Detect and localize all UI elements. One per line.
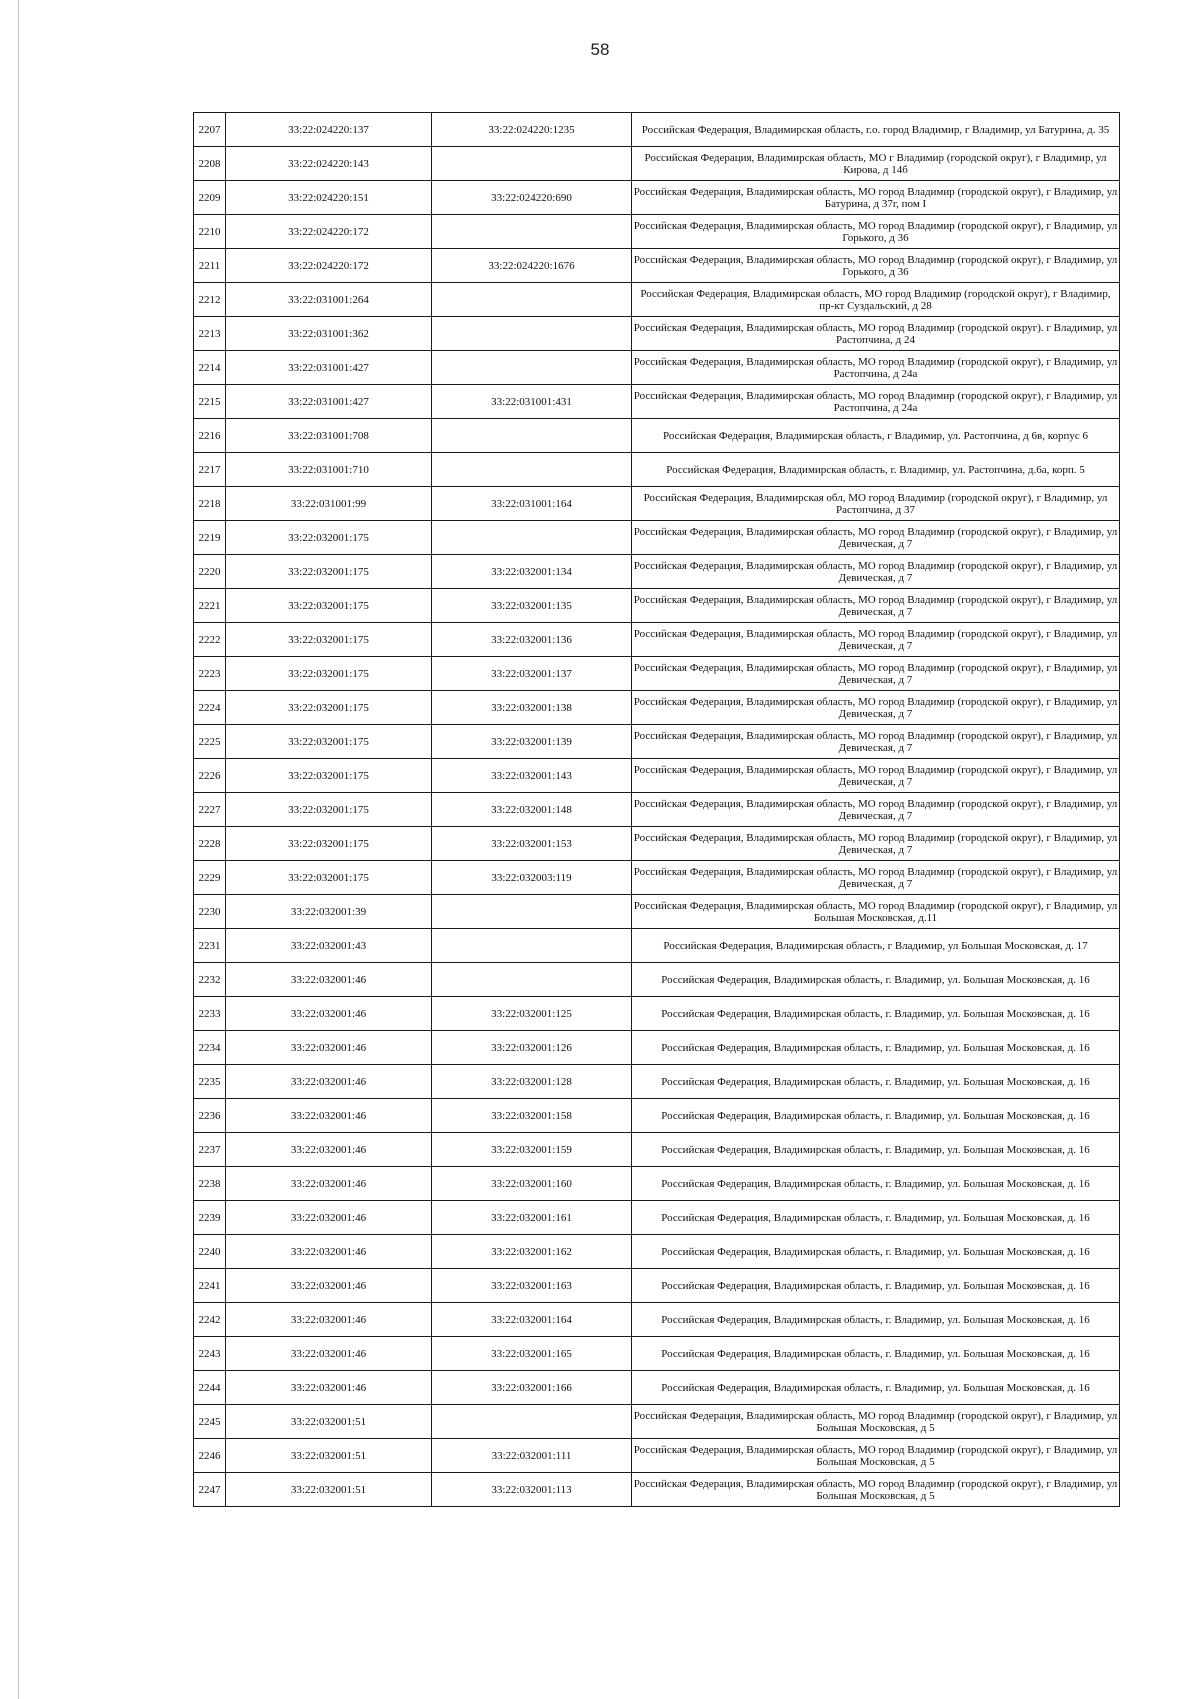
cadastral-number-cell: 33:22:032001:46 [226, 1269, 432, 1303]
object-cadastral-number-cell: 33:22:032001:137 [432, 657, 632, 691]
cadastral-number-cell: 33:22:031001:708 [226, 419, 432, 453]
cadastral-number-cell: 33:22:024220:137 [226, 113, 432, 147]
table-row [194, 1065, 1120, 1099]
table-row [194, 453, 1120, 487]
cadastral-number-cell: 33:22:031001:427 [226, 385, 432, 419]
address-cell: Российская Федерация, Владимирская область, МО город Владимир (городской округ), г Владимир, пр-кт Суздальский, д 28 [632, 283, 1120, 317]
cadastral-number-cell: 33:22:032001:46 [226, 1133, 432, 1167]
address-cell: Российская Федерация, Владимирская область, г. Владимир, ул. Большая Московская, д. 16 [632, 1031, 1120, 1065]
table-row [194, 555, 1120, 589]
cadastral-number-cell: 33:22:032001:46 [226, 1099, 432, 1133]
row-number-cell: 2240 [194, 1235, 226, 1269]
row-number-cell: 2223 [194, 657, 226, 691]
address-cell: Российская Федерация, Владимирская область, МО город Владимир (городской округ), г Владимир, ул Растопчина, д 24а [632, 351, 1120, 385]
address-cell: Российская Федерация, Владимирская область, МО город Владимир (городской округ), г Владимир, ул Девическая, д 7 [632, 759, 1120, 793]
table-row [194, 1167, 1120, 1201]
object-cadastral-number-cell: 33:22:032001:143 [432, 759, 632, 793]
address-cell: Российская Федерация, Владимирская область, МО город Владимир (городской округ), г Владимир, ул Девическая, д 7 [632, 861, 1120, 895]
row-number-cell: 2227 [194, 793, 226, 827]
row-number-cell: 2219 [194, 521, 226, 555]
object-cadastral-number-cell: 33:22:031001:164 [432, 487, 632, 521]
row-number-cell: 2237 [194, 1133, 226, 1167]
cadastral-number-cell: 33:22:031001:427 [226, 351, 432, 385]
table-row [194, 283, 1120, 317]
address-cell: Российская Федерация, Владимирская область, г. Владимир, ул. Большая Московская, д. 16 [632, 1235, 1120, 1269]
row-number-cell: 2238 [194, 1167, 226, 1201]
cadastral-number-cell: 33:22:024220:172 [226, 249, 432, 283]
table-row [194, 589, 1120, 623]
address-cell: Российская Федерация, Владимирская область, МО город Владимир (городской округ), г Владимир, ул Девическая, д 7 [632, 623, 1120, 657]
row-number-cell: 2221 [194, 589, 226, 623]
table-row [194, 793, 1120, 827]
object-cadastral-number-cell [432, 317, 632, 351]
object-cadastral-number-cell: 33:22:032001:161 [432, 1201, 632, 1235]
row-number-cell: 2220 [194, 555, 226, 589]
cadastral-number-cell: 33:22:032001:175 [226, 793, 432, 827]
row-number-cell: 2241 [194, 1269, 226, 1303]
address-cell: Российская Федерация, Владимирская область, МО город Владимир (городской округ), г Владимир, ул Девическая, д 7 [632, 725, 1120, 759]
table-row [194, 827, 1120, 861]
object-cadastral-number-cell: 33:22:032001:128 [432, 1065, 632, 1099]
address-cell: Российская Федерация, Владимирская область, МО город Владимир (городской округ), г Владимир, ул Девическая, д 7 [632, 793, 1120, 827]
row-number-cell: 2229 [194, 861, 226, 895]
address-cell: Российская Федерация, Владимирская область, г. Владимир, ул. Большая Московская, д. 16 [632, 1337, 1120, 1371]
cadastral-number-cell: 33:22:032001:51 [226, 1405, 432, 1439]
object-cadastral-number-cell [432, 419, 632, 453]
object-cadastral-number-cell: 33:22:032001:148 [432, 793, 632, 827]
address-cell: Российская Федерация, Владимирская область, г. Владимир, ул. Большая Московская, д. 16 [632, 1099, 1120, 1133]
cadastral-number-cell: 33:22:032001:46 [226, 1371, 432, 1405]
cadastral-number-cell: 33:22:032001:51 [226, 1473, 432, 1507]
row-number-cell: 2208 [194, 147, 226, 181]
cadastral-number-cell: 33:22:032001:175 [226, 521, 432, 555]
object-cadastral-number-cell: 33:22:032001:162 [432, 1235, 632, 1269]
row-number-cell: 2218 [194, 487, 226, 521]
row-number-cell: 2226 [194, 759, 226, 793]
table-row [194, 1201, 1120, 1235]
cadastral-number-cell: 33:22:032001:46 [226, 1303, 432, 1337]
table-row [194, 1303, 1120, 1337]
row-number-cell: 2236 [194, 1099, 226, 1133]
table-row [194, 691, 1120, 725]
address-cell: Российская Федерация, Владимирская область, МО город Владимир (городской округ), г Владимир, ул Девическая, д 7 [632, 589, 1120, 623]
address-cell: Российская Федерация, Владимирская область, г Владимир, ул. Растопчина, д 6в, корпус 6 [632, 419, 1120, 453]
address-cell: Российская Федерация, Владимирская область, г. Владимир, ул. Большая Московская, д. 16 [632, 1269, 1120, 1303]
table-row [194, 113, 1120, 147]
table-row [194, 929, 1120, 963]
row-number-cell: 2210 [194, 215, 226, 249]
table-row [194, 1405, 1120, 1439]
cadastral-number-cell: 33:22:032001:46 [226, 1167, 432, 1201]
cadastral-number-cell: 33:22:032001:46 [226, 1065, 432, 1099]
row-number-cell: 2211 [194, 249, 226, 283]
row-number-cell: 2235 [194, 1065, 226, 1099]
object-cadastral-number-cell [432, 895, 632, 929]
cadastral-number-cell: 33:22:032001:46 [226, 963, 432, 997]
address-cell: Российская Федерация, Владимирская область, МО город Владимир (городской округ), г Владимир, ул Девическая, д 7 [632, 521, 1120, 555]
cadastral-number-cell: 33:22:031001:362 [226, 317, 432, 351]
object-cadastral-number-cell: 33:22:032001:163 [432, 1269, 632, 1303]
cadastral-number-cell: 33:22:031001:264 [226, 283, 432, 317]
cadastral-number-cell: 33:22:032001:175 [226, 657, 432, 691]
table-row [194, 895, 1120, 929]
address-cell: Российская Федерация, Владимирская область, МО город Владимир (городской округ), г Владимир, ул Большая Московская, д.11 [632, 895, 1120, 929]
object-cadastral-number-cell: 33:22:032001:111 [432, 1439, 632, 1473]
object-cadastral-number-cell: 33:22:032001:136 [432, 623, 632, 657]
address-cell: Российская Федерация, Владимирская область, МО город Владимир (городской округ). г Владимир, ул Растопчина, д 24 [632, 317, 1120, 351]
address-cell: Российская Федерация, Владимирская область, МО город Владимир (городской округ), г Владимир, ул Девическая, д 7 [632, 827, 1120, 861]
address-cell: Российская Федерация, Владимирская область, г. Владимир, ул. Большая Московская, д. 16 [632, 963, 1120, 997]
row-number-cell: 2224 [194, 691, 226, 725]
cadastral-number-cell: 33:22:032001:175 [226, 725, 432, 759]
table-row [194, 317, 1120, 351]
cadastral-number-cell: 33:22:032001:175 [226, 691, 432, 725]
row-number-cell: 2213 [194, 317, 226, 351]
row-number-cell: 2225 [194, 725, 226, 759]
cadastral-number-cell: 33:22:024220:151 [226, 181, 432, 215]
table-row [194, 1133, 1120, 1167]
row-number-cell: 2215 [194, 385, 226, 419]
object-cadastral-number-cell: 33:22:032001:134 [432, 555, 632, 589]
object-cadastral-number-cell [432, 453, 632, 487]
table-row [194, 963, 1120, 997]
row-number-cell: 2247 [194, 1473, 226, 1507]
table-row [194, 759, 1120, 793]
page-edge-line [18, 0, 19, 1699]
object-cadastral-number-cell: 33:22:032001:160 [432, 1167, 632, 1201]
registry-table [193, 112, 1120, 1507]
object-cadastral-number-cell [432, 1405, 632, 1439]
cadastral-number-cell: 33:22:032001:51 [226, 1439, 432, 1473]
address-cell: Российская Федерация, Владимирская область, МО город Владимир (городской округ), г Владимир, ул Девическая, д 7 [632, 555, 1120, 589]
page-number: 58 [590, 40, 610, 59]
row-number-cell: 2242 [194, 1303, 226, 1337]
cadastral-number-cell: 33:22:032001:43 [226, 929, 432, 963]
object-cadastral-number-cell: 33:22:024220:1235 [432, 113, 632, 147]
object-cadastral-number-cell: 33:22:032001:164 [432, 1303, 632, 1337]
cadastral-number-cell: 33:22:032001:175 [226, 555, 432, 589]
row-number-cell: 2230 [194, 895, 226, 929]
address-cell: Российская Федерация, Владимирская область, МО город Владимир (городской округ), г Владимир, ул Девическая, д 7 [632, 657, 1120, 691]
address-cell: Российская Федерация, Владимирская область, МО город Владимир (городской округ), г Владимир, ул Девическая, д 7 [632, 691, 1120, 725]
address-cell: Российская Федерация, Владимирская область, МО г Владимир (городской округ), г Владимир, ул Кирова, д 14б [632, 147, 1120, 181]
cadastral-number-cell: 33:22:032001:175 [226, 827, 432, 861]
table-row [194, 419, 1120, 453]
table-row [194, 487, 1120, 521]
address-cell: Российская Федерация, Владимирская область, г.о. город Владимир, г Владимир, ул Батурина, д. 35 [632, 113, 1120, 147]
object-cadastral-number-cell: 33:22:031001:431 [432, 385, 632, 419]
table-row [194, 725, 1120, 759]
row-number-cell: 2228 [194, 827, 226, 861]
table-row [194, 215, 1120, 249]
address-cell: Российская Федерация, Владимирская область, г. Владимир, ул. Большая Московская, д. 16 [632, 1167, 1120, 1201]
address-cell: Российская Федерация, Владимирская область, МО город Владимир (городской округ), г Владимир, ул Большая Московская, д 5 [632, 1439, 1120, 1473]
cadastral-number-cell: 33:22:032001:175 [226, 759, 432, 793]
cadastral-number-cell: 33:22:032001:175 [226, 623, 432, 657]
address-cell: Российская Федерация, Владимирская область, г Владимир, ул Большая Московская, д. 17 [632, 929, 1120, 963]
object-cadastral-number-cell: 33:22:032001:153 [432, 827, 632, 861]
object-cadastral-number-cell: 33:22:024220:1676 [432, 249, 632, 283]
object-cadastral-number-cell [432, 351, 632, 385]
cadastral-number-cell: 33:22:032001:46 [226, 1337, 432, 1371]
object-cadastral-number-cell: 33:22:024220:690 [432, 181, 632, 215]
row-number-cell: 2239 [194, 1201, 226, 1235]
cadastral-number-cell: 33:22:032001:39 [226, 895, 432, 929]
cadastral-number-cell: 33:22:032001:46 [226, 1031, 432, 1065]
table-row [194, 1031, 1120, 1065]
address-cell: Российская Федерация, Владимирская область, МО город Владимир (городской округ), г Владимир, ул Батурина, д 37г, пом I [632, 181, 1120, 215]
address-cell: Российская Федерация, Владимирская область, г. Владимир, ул. Большая Московская, д. 16 [632, 1201, 1120, 1235]
table-row [194, 1099, 1120, 1133]
table-row [194, 1269, 1120, 1303]
row-number-cell: 2209 [194, 181, 226, 215]
cadastral-number-cell: 33:22:031001:99 [226, 487, 432, 521]
registry-table-body [194, 113, 1120, 1507]
table-row [194, 1337, 1120, 1371]
address-cell: Российская Федерация, Владимирская область, г. Владимир, ул. Большая Московская, д. 16 [632, 997, 1120, 1031]
row-number-cell: 2222 [194, 623, 226, 657]
object-cadastral-number-cell: 33:22:032001:166 [432, 1371, 632, 1405]
cadastral-number-cell: 33:22:031001:710 [226, 453, 432, 487]
row-number-cell: 2232 [194, 963, 226, 997]
object-cadastral-number-cell [432, 283, 632, 317]
object-cadastral-number-cell: 33:22:032001:113 [432, 1473, 632, 1507]
row-number-cell: 2214 [194, 351, 226, 385]
cadastral-number-cell: 33:22:024220:143 [226, 147, 432, 181]
row-number-cell: 2246 [194, 1439, 226, 1473]
table-row [194, 997, 1120, 1031]
address-cell: Российская Федерация, Владимирская область, МО город Владимир (городской округ), г Владимир, ул Большая Московская, д 5 [632, 1473, 1120, 1507]
address-cell: Российская Федерация, Владимирская область, МО город Владимир (городской округ), г Владимир, ул Растопчина, д 24а [632, 385, 1120, 419]
object-cadastral-number-cell: 33:22:032003:119 [432, 861, 632, 895]
row-number-cell: 2216 [194, 419, 226, 453]
row-number-cell: 2212 [194, 283, 226, 317]
table-row [194, 521, 1120, 555]
table-row [194, 1473, 1120, 1507]
row-number-cell: 2243 [194, 1337, 226, 1371]
object-cadastral-number-cell [432, 929, 632, 963]
object-cadastral-number-cell: 33:22:032001:126 [432, 1031, 632, 1065]
table-row [194, 861, 1120, 895]
row-number-cell: 2231 [194, 929, 226, 963]
table-row [194, 181, 1120, 215]
address-cell: Российская Федерация, Владимирская область, г. Владимир, ул. Растопчина, д.6а, корп. 5 [632, 453, 1120, 487]
address-cell: Российская Федерация, Владимирская область, г. Владимир, ул. Большая Московская, д. 16 [632, 1065, 1120, 1099]
table-row [194, 249, 1120, 283]
cadastral-number-cell: 33:22:024220:172 [226, 215, 432, 249]
row-number-cell: 2244 [194, 1371, 226, 1405]
row-number-cell: 2234 [194, 1031, 226, 1065]
object-cadastral-number-cell [432, 963, 632, 997]
address-cell: Российская Федерация, Владимирская область, МО город Владимир (городской округ), г Владимир, ул Горького, д 36 [632, 249, 1120, 283]
row-number-cell: 2245 [194, 1405, 226, 1439]
object-cadastral-number-cell: 33:22:032001:125 [432, 997, 632, 1031]
table-row [194, 657, 1120, 691]
object-cadastral-number-cell: 33:22:032001:138 [432, 691, 632, 725]
table-row [194, 1235, 1120, 1269]
table-row [194, 351, 1120, 385]
row-number-cell: 2217 [194, 453, 226, 487]
object-cadastral-number-cell: 33:22:032001:158 [432, 1099, 632, 1133]
address-cell: Российская Федерация, Владимирская область, МО город Владимир (городской округ), г Владимир, ул Горького, д 36 [632, 215, 1120, 249]
object-cadastral-number-cell: 33:22:032001:135 [432, 589, 632, 623]
address-cell: Российская Федерация, Владимирская область, г. Владимир, ул. Большая Московская, д. 16 [632, 1133, 1120, 1167]
object-cadastral-number-cell [432, 147, 632, 181]
cadastral-number-cell: 33:22:032001:46 [226, 1235, 432, 1269]
table-row [194, 385, 1120, 419]
cadastral-number-cell: 33:22:032001:46 [226, 1201, 432, 1235]
row-number-cell: 2207 [194, 113, 226, 147]
cadastral-number-cell: 33:22:032001:175 [226, 861, 432, 895]
row-number-cell: 2233 [194, 997, 226, 1031]
object-cadastral-number-cell [432, 521, 632, 555]
object-cadastral-number-cell: 33:22:032001:139 [432, 725, 632, 759]
cadastral-number-cell: 33:22:032001:46 [226, 997, 432, 1031]
object-cadastral-number-cell: 33:22:032001:165 [432, 1337, 632, 1371]
table-row [194, 147, 1120, 181]
address-cell: Российская Федерация, Владимирская область, г. Владимир, ул. Большая Московская, д. 16 [632, 1303, 1120, 1337]
address-cell: Российская Федерация, Владимирская область, г. Владимир, ул. Большая Московская, д. 16 [632, 1371, 1120, 1405]
address-cell: Российская Федерация, Владимирская обл, МО город Владимир (городской округ), г Владимир, ул Растопчина, д 37 [632, 487, 1120, 521]
address-cell: Российская Федерация, Владимирская область, МО город Владимир (городской округ), г Владимир, ул Большая Московская, д 5 [632, 1405, 1120, 1439]
table-row [194, 1439, 1120, 1473]
object-cadastral-number-cell [432, 215, 632, 249]
object-cadastral-number-cell: 33:22:032001:159 [432, 1133, 632, 1167]
table-row [194, 623, 1120, 657]
cadastral-number-cell: 33:22:032001:175 [226, 589, 432, 623]
table-row [194, 1371, 1120, 1405]
